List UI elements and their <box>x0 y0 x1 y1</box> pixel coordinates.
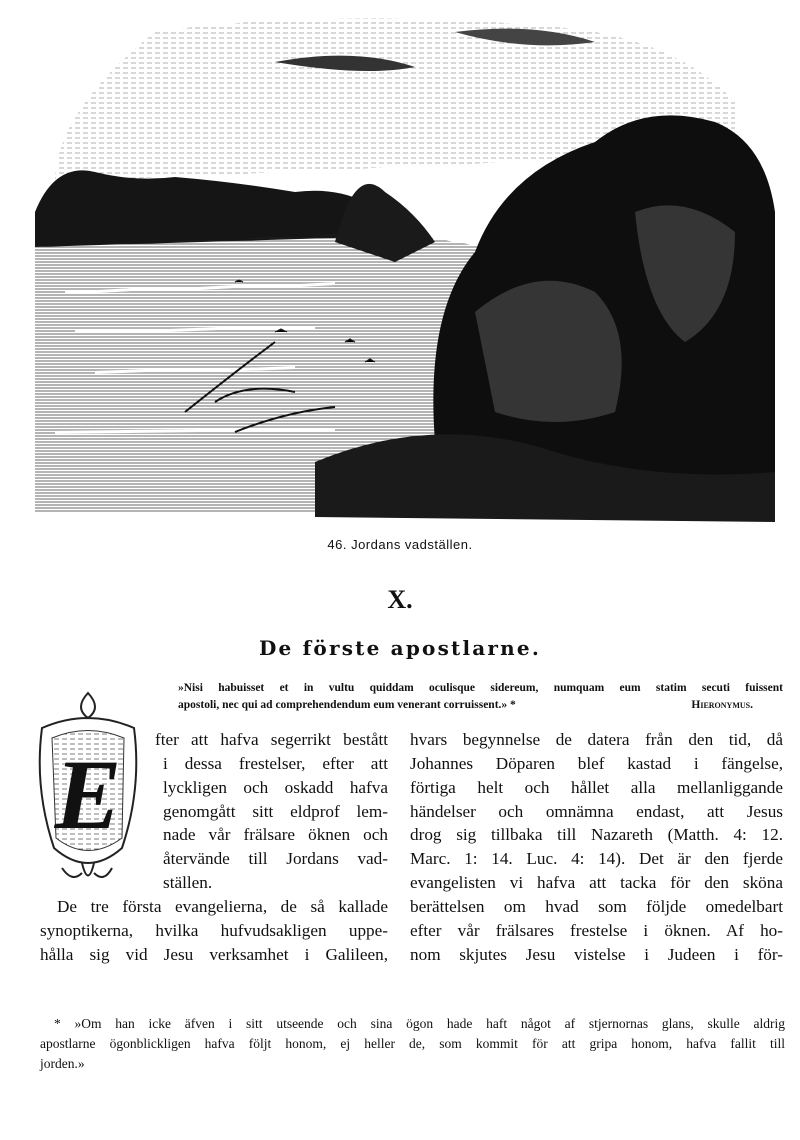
text-line: De tre första evangelierna, de så kallade <box>57 897 388 916</box>
epigraph-line: apostoli, nec qui ad comprehendendum eum venerant corruissent.» * <box>178 699 516 711</box>
ornamental-drop-cap <box>22 688 154 898</box>
illustration-caption: 46. Jordans vadställen. <box>327 537 473 552</box>
drop-cap-letter: E <box>54 739 122 850</box>
text-line: hålla sig vid Jesu verksamhet i Galileen, <box>40 945 388 964</box>
text-line: nom skjutes Jesu vistelse i Judeen i för- <box>410 945 783 964</box>
text-line: händelser och omnämna endast, att Jesus <box>410 802 783 821</box>
text-line: genomgått sitt eldprof lem- <box>163 802 388 821</box>
text-line: fter att hafva segerrikt bestått <box>155 730 388 749</box>
footnote-line: apostlarne ögonblickligen hafva följt honom, ej heller de, som kommit för att gripa honom, hafva fallit till <box>40 1036 785 1051</box>
chapter-title: De förste apostlarne. <box>258 636 541 660</box>
footnote <box>40 1014 785 1074</box>
text-line: lyckligen och oskadd hafva <box>163 778 388 797</box>
text-line: Marc. 1: 14. Luc. 4: 14). Det är den fjerde <box>410 849 783 868</box>
epigraph-author: Hieronymus. <box>691 699 753 711</box>
text-line: Johannes Döparen blef kastad i fängelse, <box>410 754 783 773</box>
text-line: efter vår frälsares frestelse i öknen. Af ho- <box>410 921 783 940</box>
epigraph-line: »Nisi habuisset et in vultu quiddam oculisque sidereum, numquam eum statim secuti fuissent <box>178 682 783 694</box>
text-line: nade vår frälsare öknen och <box>163 825 388 844</box>
text-line: hvars begynnelse de datera från den tid, då <box>410 730 783 749</box>
text-line: ställen. <box>163 873 213 892</box>
text-line: evangelisten vi hafva att tacka för den sköna <box>410 873 783 892</box>
text-line: berättelsen om hvad som följde omedelbart <box>410 897 783 916</box>
epigraph <box>178 680 783 714</box>
text-line: i dessa frestelser, efter att <box>163 754 388 773</box>
river-landscape-illustration <box>35 12 775 530</box>
footnote-line: * »Om han icke äfven i sitt utseende och sina ögon hade haft något af stjernornas glans, skulle aldrig <box>54 1016 785 1031</box>
footnote-line: jorden.» <box>40 1056 85 1071</box>
text-line: återvände till Jordans vad- <box>163 849 388 868</box>
text-line: förtiga helt och hållet alla mellanliggande <box>410 778 783 797</box>
text-line: synoptikerna, hvilka hufvudsakligen uppe- <box>40 921 388 940</box>
chapter-number: X. <box>387 585 413 614</box>
text-line: drog sig tillbaka till Nazareth (Matth. 4: 12. <box>410 825 783 844</box>
